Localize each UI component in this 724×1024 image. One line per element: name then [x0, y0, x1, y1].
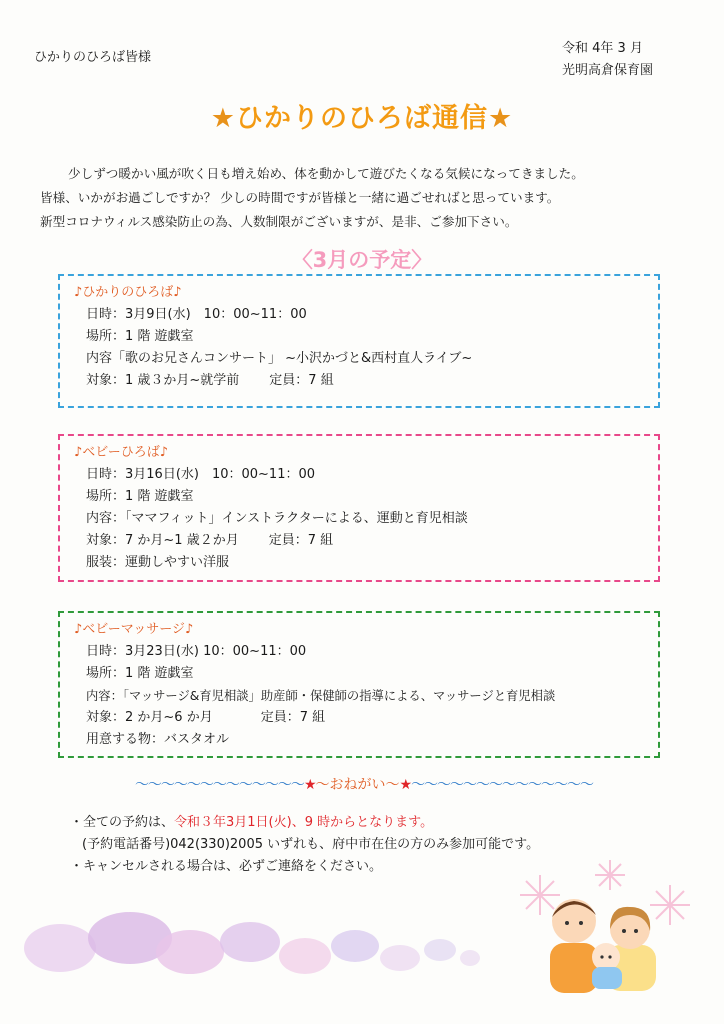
- note-cancel: ・キャンセルされる場合は、必ずご連絡をください。: [70, 859, 383, 874]
- event-capacity: 定員：7 組: [268, 533, 334, 548]
- wave-decoration: ～～～～～～～～～～～～～: [134, 777, 304, 793]
- notice-label: ～おねがい～: [315, 777, 400, 793]
- event-target: 対象：7 か月~1 歳２か月: [86, 533, 239, 548]
- intro-paragraph: [40, 162, 700, 234]
- note-reservation-start: [70, 812, 539, 834]
- event-datetime: 日時：3月16日(水) 10：00~11：00: [86, 467, 316, 482]
- intro-line-2: 皆様、いかがお過ごしですか？ 少しの時間ですが皆様と一緒に過ごせればと思っています。: [40, 190, 560, 205]
- bubble-decoration: [20, 900, 490, 1000]
- event-capacity: 定員：7 組: [269, 373, 334, 388]
- event-target-row: [86, 530, 644, 552]
- event-target-row: [86, 370, 644, 392]
- issue-date: 令和 4年 3 月: [562, 41, 643, 56]
- event-target: 対象：1 歳３か月~就学前: [86, 373, 240, 388]
- intro-line-3: 新型コロナウィルス感染防止の為、人数制限がございますが、是非、ご参加下さい。: [40, 214, 518, 229]
- notes-list: [70, 812, 539, 878]
- event-items: 用意する物：バスタオル: [86, 732, 230, 747]
- intro-line-1: 少しずつ暖かい風が吹く日も増え始め、体を動かして遊びたくなる気候になってきました。: [68, 166, 584, 181]
- note-highlight: 令和３年3月1日(火)、9 時からとなります。: [174, 815, 434, 830]
- schedule-heading: 〈3月の予定〉: [291, 248, 433, 272]
- star-icon: ★: [488, 103, 514, 134]
- organization-name: 光明高倉保育園: [562, 63, 654, 78]
- event-content: 内容：「マッサージ&育児相談」助産師・保健師の指導による、マッサージと育児相談: [86, 689, 556, 703]
- notice-divider: [64, 774, 664, 794]
- event-clothing: 服装：運動しやすい洋服: [86, 555, 230, 570]
- event-box-hikari: [58, 274, 660, 408]
- event-target-row: [86, 707, 644, 729]
- event-datetime: 日時：3月9日(水) 10：00~11：00: [86, 307, 307, 322]
- event-place: 場所：1 階 遊戯室: [86, 489, 194, 504]
- event-title: ♪ベビーマッサージ♪: [74, 622, 194, 637]
- event-content: 内容「歌のお兄さんコンサート」 ~小沢かづと&西村直人ライブ~: [86, 351, 473, 366]
- event-title: ♪ひかりのひろば♪: [74, 285, 182, 300]
- newsletter-title: [0, 96, 724, 135]
- star-icon: ★: [210, 103, 236, 134]
- star-icon: ★: [399, 777, 412, 793]
- family-illustration: [540, 885, 670, 995]
- event-place: 場所：1 階 遊戯室: [86, 329, 194, 344]
- title-text: ひかりのひろば通信: [236, 103, 488, 134]
- star-icon: ★: [303, 777, 316, 793]
- addressee: ひかりのひろば皆様: [34, 50, 152, 65]
- event-title: ♪ベビーひろば♪: [74, 445, 169, 460]
- event-box-baby: [58, 434, 660, 582]
- event-box-massage: [58, 611, 660, 758]
- event-place: 場所：1 階 遊戯室: [86, 666, 194, 681]
- event-target: 対象：2 か月~6 か月: [86, 710, 213, 725]
- wave-decoration: ～～～～～～～～～～～～～～: [411, 777, 594, 793]
- event-content: 内容：「ママフィット」インストラクターによる、運動と育児相談: [86, 511, 468, 526]
- issue-info: [562, 38, 653, 82]
- event-capacity: 定員：7 組: [260, 710, 326, 725]
- note-phone: (予約電話番号)042(330)2005 いずれも、府中市在住の方のみ参加可能です。: [82, 837, 540, 852]
- note-text: ・全ての予約は、: [70, 815, 175, 830]
- event-datetime: 日時：3月23日(水) 10：00~11：00: [86, 644, 307, 659]
